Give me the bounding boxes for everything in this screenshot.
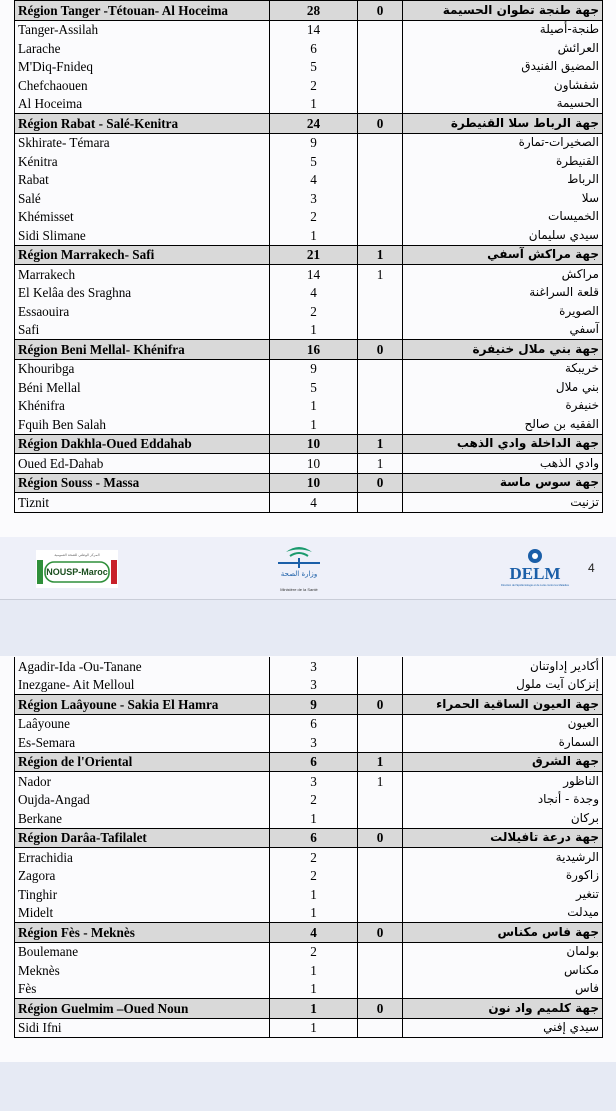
name-fr-cell: Khénifra (15, 397, 270, 416)
name-fr-cell: Fès (15, 980, 270, 999)
cases-cell: 1 (270, 1018, 358, 1038)
table-row (15, 904, 603, 923)
name-fr-cell: Khémisset (15, 208, 270, 227)
deaths-cell: 1 (358, 772, 403, 791)
cases-cell: 3 (270, 189, 358, 208)
name-ar-cell: قلعة السراغنة (403, 284, 603, 303)
table-row (15, 58, 603, 77)
table-row (15, 657, 603, 676)
name-ar-cell: الناظور (403, 772, 603, 791)
deaths-cell: 1 (358, 434, 403, 454)
name-fr-cell: Béni Mellal (15, 378, 270, 397)
deaths-cell (358, 942, 403, 961)
cases-cell: 14 (270, 20, 358, 39)
name-fr-cell: Agadir-Ida -Ou-Tanane (15, 657, 270, 676)
name-fr-cell: Région de l'Oriental (15, 752, 270, 772)
table-row (15, 208, 603, 227)
deaths-cell: 1 (358, 752, 403, 772)
deaths-cell: 1 (358, 454, 403, 474)
region-row (15, 340, 603, 360)
table-row (15, 809, 603, 828)
name-fr-cell: Chefchaouen (15, 76, 270, 95)
name-ar-cell: الصويرة (403, 302, 603, 321)
table-row (15, 676, 603, 695)
deaths-cell (358, 321, 403, 340)
deaths-cell (358, 58, 403, 77)
cases-cell: 6 (270, 39, 358, 58)
name-ar-cell: الحسيمة (403, 95, 603, 114)
name-ar-cell: جهة درعة تافيلالت (403, 828, 603, 848)
name-ar-cell: آسفي (403, 321, 603, 340)
cases-table-page-1 (14, 0, 603, 513)
cases-cell: 2 (270, 302, 358, 321)
region-row (15, 1, 603, 21)
name-ar-cell: تنغير (403, 885, 603, 904)
deaths-cell (358, 171, 403, 190)
cases-cell: 3 (270, 733, 358, 752)
deaths-cell (358, 885, 403, 904)
name-ar-cell: سلا (403, 189, 603, 208)
name-fr-cell: Laâyoune (15, 714, 270, 733)
table-row (15, 152, 603, 171)
delm-label: DELM (509, 564, 561, 583)
name-ar-cell: طنجة-أصيلة (403, 20, 603, 39)
ministry-logo-icon (268, 540, 330, 594)
delm-logo-icon (500, 546, 570, 592)
table-row (15, 76, 603, 95)
name-fr-cell: Errachidia (15, 848, 270, 867)
ministry-ar: وزارة الصحة (280, 570, 318, 578)
cases-cell: 2 (270, 791, 358, 810)
name-ar-cell: السمارة (403, 733, 603, 752)
cases-table-page-2 (14, 657, 603, 1038)
cases-cell: 1 (270, 415, 358, 434)
name-fr-cell: Skhirate- Témara (15, 133, 270, 152)
table-row (15, 39, 603, 58)
cases-cell: 1 (270, 904, 358, 923)
name-fr-cell: Région Guelmim –Oued Noun (15, 999, 270, 1019)
name-ar-cell: مكناس (403, 961, 603, 980)
name-fr-cell: Sidi Slimane (15, 226, 270, 245)
name-ar-cell: العرائش (403, 39, 603, 58)
deaths-cell (358, 791, 403, 810)
name-fr-cell: Région Darâa-Tafilalet (15, 828, 270, 848)
name-fr-cell: Midelt (15, 904, 270, 923)
name-ar-cell: جهة الشرق (403, 752, 603, 772)
deaths-cell (358, 904, 403, 923)
cases-cell: 1 (270, 397, 358, 416)
deaths-cell (358, 378, 403, 397)
deaths-cell (358, 284, 403, 303)
deaths-cell: 0 (358, 1, 403, 21)
deaths-cell (358, 809, 403, 828)
table-row (15, 791, 603, 810)
name-fr-cell: Marrakech (15, 265, 270, 284)
table-row (15, 359, 603, 378)
table-row (15, 493, 603, 513)
name-ar-cell: بركان (403, 809, 603, 828)
region-row (15, 695, 603, 715)
name-ar-cell: خنيفرة (403, 397, 603, 416)
deaths-cell (358, 867, 403, 886)
table-row (15, 284, 603, 303)
cases-cell: 9 (270, 359, 358, 378)
name-ar-cell: وادي الذهب (403, 454, 603, 474)
name-ar-cell: إنزكان آيت ملول (403, 676, 603, 695)
document-page-1 (0, 0, 616, 537)
name-ar-cell: مراكش (403, 265, 603, 284)
deaths-cell (358, 397, 403, 416)
name-fr-cell: Meknès (15, 961, 270, 980)
name-ar-cell: العيون (403, 714, 603, 733)
cases-cell: 10 (270, 473, 358, 493)
name-fr-cell: Région Laâyoune - Sakia El Hamra (15, 695, 270, 715)
nousp-label: NOUSP-Maroc (46, 567, 108, 577)
cases-cell: 28 (270, 1, 358, 21)
table-row (15, 772, 603, 791)
name-ar-cell: الصخيرات-تمارة (403, 133, 603, 152)
name-fr-cell: Région Rabat - Salé-Kenitra (15, 114, 270, 134)
name-fr-cell: Nador (15, 772, 270, 791)
deaths-cell: 0 (358, 828, 403, 848)
name-ar-cell: تزنيت (403, 493, 603, 513)
name-ar-cell: سيدي سليمان (403, 226, 603, 245)
name-fr-cell: Larache (15, 39, 270, 58)
cases-cell: 2 (270, 867, 358, 886)
name-fr-cell: Oued Ed-Dahab (15, 454, 270, 474)
cases-cell: 14 (270, 265, 358, 284)
name-fr-cell: Khouribga (15, 359, 270, 378)
name-ar-cell: وجدة - أنجاد (403, 791, 603, 810)
cases-cell: 2 (270, 942, 358, 961)
table-row (15, 867, 603, 886)
deaths-cell: 0 (358, 695, 403, 715)
cases-cell: 4 (270, 493, 358, 513)
ministry-fr: Ministère de la Santé (280, 587, 318, 592)
page-number: 4 (588, 561, 595, 575)
name-fr-cell: Zagora (15, 867, 270, 886)
name-fr-cell: Région Souss - Massa (15, 473, 270, 493)
cases-cell: 6 (270, 828, 358, 848)
name-ar-cell: سيدي إفني (403, 1018, 603, 1038)
name-fr-cell: M'Diq-Fnideq (15, 58, 270, 77)
name-ar-cell: جهة طنجة تطوان الحسيمة (403, 1, 603, 21)
region-row (15, 434, 603, 454)
name-fr-cell: Région Fès - Meknès (15, 923, 270, 943)
deaths-cell (358, 208, 403, 227)
cases-table-body (15, 657, 603, 1038)
name-ar-cell: المضيق الفنيدق (403, 58, 603, 77)
name-ar-cell: الرباط (403, 171, 603, 190)
name-fr-cell: Es-Semara (15, 733, 270, 752)
cases-cell: 24 (270, 114, 358, 134)
cases-cell: 1 (270, 226, 358, 245)
deaths-cell (358, 226, 403, 245)
name-fr-cell: Fquih Ben Salah (15, 415, 270, 434)
cases-cell: 5 (270, 58, 358, 77)
table-row (15, 961, 603, 980)
name-fr-cell: Tinghir (15, 885, 270, 904)
name-fr-cell: Région Dakhla-Oued Eddahab (15, 434, 270, 454)
cases-cell: 10 (270, 454, 358, 474)
table-row (15, 321, 603, 340)
table-row (15, 378, 603, 397)
name-fr-cell: Tiznit (15, 493, 270, 513)
cases-cell: 4 (270, 171, 358, 190)
deaths-cell (358, 133, 403, 152)
deaths-cell (358, 1018, 403, 1038)
name-ar-cell: جهة الرباط سلا القنيطرة (403, 114, 603, 134)
deaths-cell (358, 359, 403, 378)
nousp-logo-icon (36, 550, 118, 588)
name-ar-cell: جهة فاس مكناس (403, 923, 603, 943)
deaths-cell (358, 676, 403, 695)
name-ar-cell: شفشاون (403, 76, 603, 95)
region-row (15, 245, 603, 265)
name-fr-cell: Sidi Ifni (15, 1018, 270, 1038)
cases-cell: 1 (270, 885, 358, 904)
cases-cell: 1 (270, 321, 358, 340)
deaths-cell: 0 (358, 114, 403, 134)
table-row (15, 885, 603, 904)
name-ar-cell: خريبكة (403, 359, 603, 378)
table-row (15, 95, 603, 114)
cases-cell: 4 (270, 923, 358, 943)
cases-cell: 3 (270, 676, 358, 695)
table-row (15, 1018, 603, 1038)
deaths-cell: 0 (358, 473, 403, 493)
cases-cell: 6 (270, 714, 358, 733)
table-row (15, 20, 603, 39)
cases-cell: 16 (270, 340, 358, 360)
delm-sub: Direction de l'Epidémiologie et de Lutte contre les Maladies (501, 584, 569, 587)
deaths-cell (358, 657, 403, 676)
name-ar-cell: بولمان (403, 942, 603, 961)
table-row (15, 980, 603, 999)
deaths-cell: 0 (358, 923, 403, 943)
deaths-cell (358, 189, 403, 208)
table-row (15, 265, 603, 284)
cases-cell: 9 (270, 133, 358, 152)
cases-cell: 2 (270, 208, 358, 227)
deaths-cell (358, 848, 403, 867)
deaths-cell (358, 980, 403, 999)
table-row (15, 189, 603, 208)
name-ar-cell: جهة سوس ماسة (403, 473, 603, 493)
name-ar-cell: القنيطرة (403, 152, 603, 171)
name-fr-cell: Boulemane (15, 942, 270, 961)
cases-cell: 6 (270, 752, 358, 772)
region-row (15, 114, 603, 134)
cases-cell: 10 (270, 434, 358, 454)
name-fr-cell: Région Tanger -Tétouan- Al Hoceima (15, 1, 270, 21)
name-ar-cell: جهة بني ملال خنيفرة (403, 340, 603, 360)
name-ar-cell: جهة مراكش آسفي (403, 245, 603, 265)
deaths-cell (358, 961, 403, 980)
page-gap-bottom (0, 1062, 616, 1111)
name-ar-cell: بني ملال (403, 378, 603, 397)
name-fr-cell: Essaouira (15, 302, 270, 321)
deaths-cell (358, 39, 403, 58)
name-fr-cell: Safi (15, 321, 270, 340)
name-fr-cell: Oujda-Angad (15, 791, 270, 810)
cases-cell: 5 (270, 378, 358, 397)
cases-cell: 1 (270, 961, 358, 980)
cases-cell: 1 (270, 980, 358, 999)
name-fr-cell: Inezgane- Ait Melloul (15, 676, 270, 695)
region-row (15, 828, 603, 848)
name-ar-cell: الرشيدية (403, 848, 603, 867)
svg-text:المركز الوطني للصحة العمومية: المركز الوطني للصحة العمومية (54, 553, 100, 557)
name-fr-cell: Rabat (15, 171, 270, 190)
name-fr-cell: Salé (15, 189, 270, 208)
cases-cell: 5 (270, 152, 358, 171)
document-page-2 (0, 656, 616, 1062)
deaths-cell (358, 20, 403, 39)
deaths-cell: 1 (358, 265, 403, 284)
name-ar-cell: أكادير إداوتنان (403, 657, 603, 676)
name-fr-cell: Al Hoceima (15, 95, 270, 114)
table-row (15, 415, 603, 434)
deaths-cell: 1 (358, 245, 403, 265)
deaths-cell: 0 (358, 999, 403, 1019)
cases-cell: 3 (270, 772, 358, 791)
cases-cell: 3 (270, 657, 358, 676)
name-ar-cell: فاس (403, 980, 603, 999)
table-row (15, 302, 603, 321)
cases-cell: 1 (270, 999, 358, 1019)
cases-cell: 1 (270, 95, 358, 114)
name-ar-cell: جهة الداخلة وادي الذهب (403, 434, 603, 454)
cases-cell: 2 (270, 848, 358, 867)
name-ar-cell: زاكورة (403, 867, 603, 886)
name-fr-cell: Berkane (15, 809, 270, 828)
name-ar-cell: ميدلت (403, 904, 603, 923)
name-fr-cell: Région Beni Mellal- Khénifra (15, 340, 270, 360)
table-row (15, 397, 603, 416)
table-row (15, 133, 603, 152)
name-fr-cell: Région Marrakech- Safi (15, 245, 270, 265)
cases-cell: 21 (270, 245, 358, 265)
table-row (15, 733, 603, 752)
table-row (15, 226, 603, 245)
region-row (15, 473, 603, 493)
deaths-cell (358, 714, 403, 733)
table-row (15, 171, 603, 190)
cases-cell: 4 (270, 284, 358, 303)
deaths-cell (358, 152, 403, 171)
table-row (15, 942, 603, 961)
cases-cell: 1 (270, 809, 358, 828)
name-fr-cell: El Kelâa des Sraghna (15, 284, 270, 303)
region-row (15, 752, 603, 772)
deaths-cell (358, 493, 403, 513)
cases-cell: 9 (270, 695, 358, 715)
deaths-cell (358, 415, 403, 434)
name-ar-cell: الفقيه بن صالح (403, 415, 603, 434)
page-gap (0, 600, 616, 656)
cases-table-body (15, 1, 603, 513)
name-ar-cell: الخميسات (403, 208, 603, 227)
deaths-cell (358, 302, 403, 321)
deaths-cell (358, 733, 403, 752)
deaths-cell (358, 95, 403, 114)
region-row (15, 999, 603, 1019)
deaths-cell (358, 76, 403, 95)
table-row (15, 714, 603, 733)
table-row (15, 454, 603, 474)
name-ar-cell: جهة كلميم واد نون (403, 999, 603, 1019)
name-fr-cell: Kénitra (15, 152, 270, 171)
table-row (15, 848, 603, 867)
name-ar-cell: جهة العيون الساقية الحمراء (403, 695, 603, 715)
deaths-cell: 0 (358, 340, 403, 360)
cases-cell: 2 (270, 76, 358, 95)
name-fr-cell: Tanger-Assilah (15, 20, 270, 39)
region-row (15, 923, 603, 943)
